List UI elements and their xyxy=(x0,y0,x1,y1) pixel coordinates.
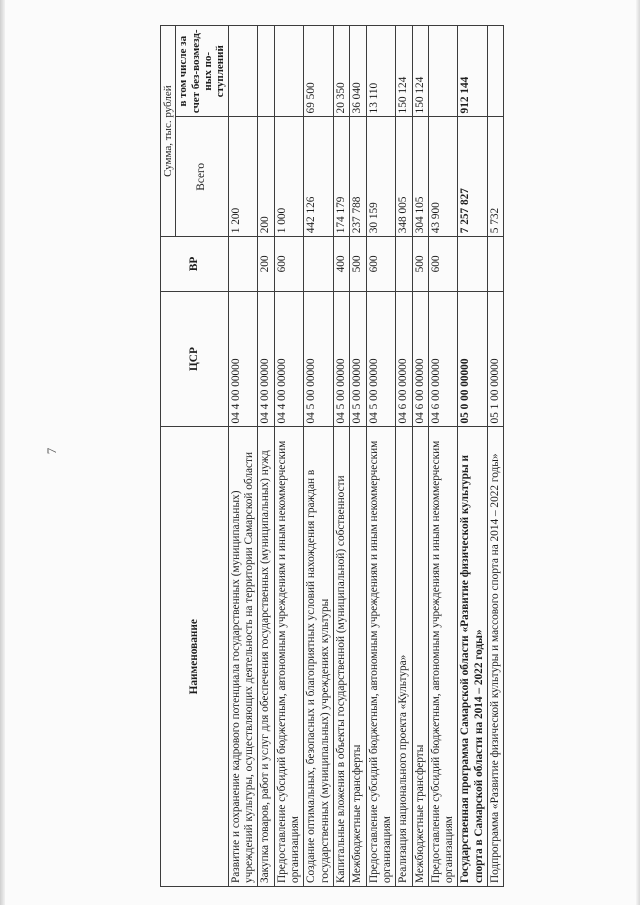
cell-name: Предоставление субсидий бюджетным, автономным учреждениям и иным некоммерческим организациям xyxy=(274,427,304,887)
cell-csr: 04 5 00 00000 xyxy=(350,291,366,427)
scan-edge-right xyxy=(636,0,640,905)
cell-total: 5 732 xyxy=(488,117,504,237)
cell-total: 1 000 xyxy=(274,117,304,237)
table-row xyxy=(350,26,366,887)
cell-name: Закупка товаров, работ и услуг для обеспечения государственных (муниципальных) нужд xyxy=(258,427,274,887)
table-row xyxy=(228,26,258,887)
cell-csr: 04 6 00 00000 xyxy=(396,291,412,427)
table-row xyxy=(396,26,412,887)
cell-vr: 500 xyxy=(412,237,428,291)
cell-total: 1 200 xyxy=(228,117,258,237)
cell-total: 200 xyxy=(258,117,274,237)
table-body xyxy=(228,26,504,887)
cell-incl: 36 040 xyxy=(350,26,366,117)
page-number: 7 xyxy=(44,447,59,455)
cell-incl xyxy=(274,26,304,117)
cell-total: 43 900 xyxy=(428,117,458,237)
table-row xyxy=(428,26,458,887)
cell-name: Предоставление субсидий бюджетным, автономным учреждениям и иным некоммерческим организациям xyxy=(366,427,396,887)
cell-vr: 200 xyxy=(258,237,274,291)
cell-vr xyxy=(458,237,488,291)
cell-incl: 20 350 xyxy=(333,26,349,117)
header-vr: ВР xyxy=(161,237,229,291)
cell-csr: 04 5 00 00000 xyxy=(304,291,334,427)
cell-name: Развитие и сохранение кадрового потенциала государственных (муниципальных) учреждений культуры, осуществляющих деятельность на территории Самарской области xyxy=(228,427,258,887)
cell-csr: 05 1 00 00000 xyxy=(488,291,504,427)
cell-name: Государственная программа Самарской области «Развитие физической культуры и спорта в Самарской области на 2014 – 2022 годы» xyxy=(458,427,488,887)
cell-name: Межбюджетные трансферты xyxy=(350,427,366,887)
cell-incl xyxy=(428,26,458,117)
cell-incl xyxy=(488,26,504,117)
cell-vr: 500 xyxy=(350,237,366,291)
cell-name: Реализация национального проекта «Культура» xyxy=(396,427,412,887)
cell-csr: 04 4 00 00000 xyxy=(274,291,304,427)
table-row xyxy=(488,26,504,887)
header-amount: Сумма, тыс. рублей xyxy=(161,26,176,237)
cell-total: 442 126 xyxy=(304,117,334,237)
header-csr: ЦСР xyxy=(161,291,229,427)
cell-incl xyxy=(258,26,274,117)
table-row xyxy=(333,26,349,887)
cell-vr xyxy=(304,237,334,291)
cell-vr: 600 xyxy=(366,237,396,291)
rotated-table-container xyxy=(160,25,628,887)
cell-total: 304 105 xyxy=(412,117,428,237)
cell-vr: 600 xyxy=(274,237,304,291)
header-total: Всего xyxy=(176,117,228,237)
cell-incl: 150 124 xyxy=(412,26,428,117)
table-row xyxy=(412,26,428,887)
header-name: Наименование xyxy=(161,427,229,887)
cell-incl: 150 124 xyxy=(396,26,412,117)
cell-vr: 400 xyxy=(333,237,349,291)
cell-total: 237 788 xyxy=(350,117,366,237)
scan-edge-left xyxy=(0,0,5,905)
cell-csr: 04 6 00 00000 xyxy=(412,291,428,427)
table-row xyxy=(258,26,274,887)
cell-name: Предоставление субсидий бюджетным, автономным учреждениям и иным некоммерческим организациям xyxy=(428,427,458,887)
cell-name: Капитальные вложения в объекты государственной (муниципальной) собственности xyxy=(333,427,349,887)
cell-total: 30 159 xyxy=(366,117,396,237)
table-row xyxy=(458,26,488,887)
cell-vr: 600 xyxy=(428,237,458,291)
cell-incl: 912 144 xyxy=(458,26,488,117)
table-row xyxy=(274,26,304,887)
cell-incl xyxy=(228,26,258,117)
table-row xyxy=(366,26,396,887)
cell-vr xyxy=(488,237,504,291)
cell-name: Межбюджетные трансферты xyxy=(412,427,428,887)
cell-vr xyxy=(396,237,412,291)
cell-csr: 05 0 00 00000 xyxy=(458,291,488,427)
cell-csr: 04 5 00 00000 xyxy=(333,291,349,427)
cell-total: 7 257 827 xyxy=(458,117,488,237)
cell-csr: 04 4 00 00000 xyxy=(228,291,258,427)
table-row xyxy=(304,26,334,887)
cell-incl: 69 500 xyxy=(304,26,334,117)
header-incl: в том числе за счет без-возмезд-ных по-ступлений xyxy=(176,26,228,117)
cell-csr: 04 5 00 00000 xyxy=(366,291,396,427)
cell-csr: 04 4 00 00000 xyxy=(258,291,274,427)
cell-name: Подпрограмма «Развитие физической культуры и массового спорта на 2014 – 2022 годы» xyxy=(488,427,504,887)
budget-table xyxy=(160,25,504,887)
cell-total: 174 179 xyxy=(333,117,349,237)
cell-incl: 13 110 xyxy=(366,26,396,117)
cell-csr: 04 6 00 00000 xyxy=(428,291,458,427)
table-header xyxy=(161,26,229,887)
cell-vr xyxy=(228,237,258,291)
cell-name: Создание оптимальных, безопасных и благоприятных условий нахождения граждан в государственных (муниципальных) учреждениях культуры xyxy=(304,427,334,887)
cell-total: 348 005 xyxy=(396,117,412,237)
budget-table-frame xyxy=(160,25,628,887)
